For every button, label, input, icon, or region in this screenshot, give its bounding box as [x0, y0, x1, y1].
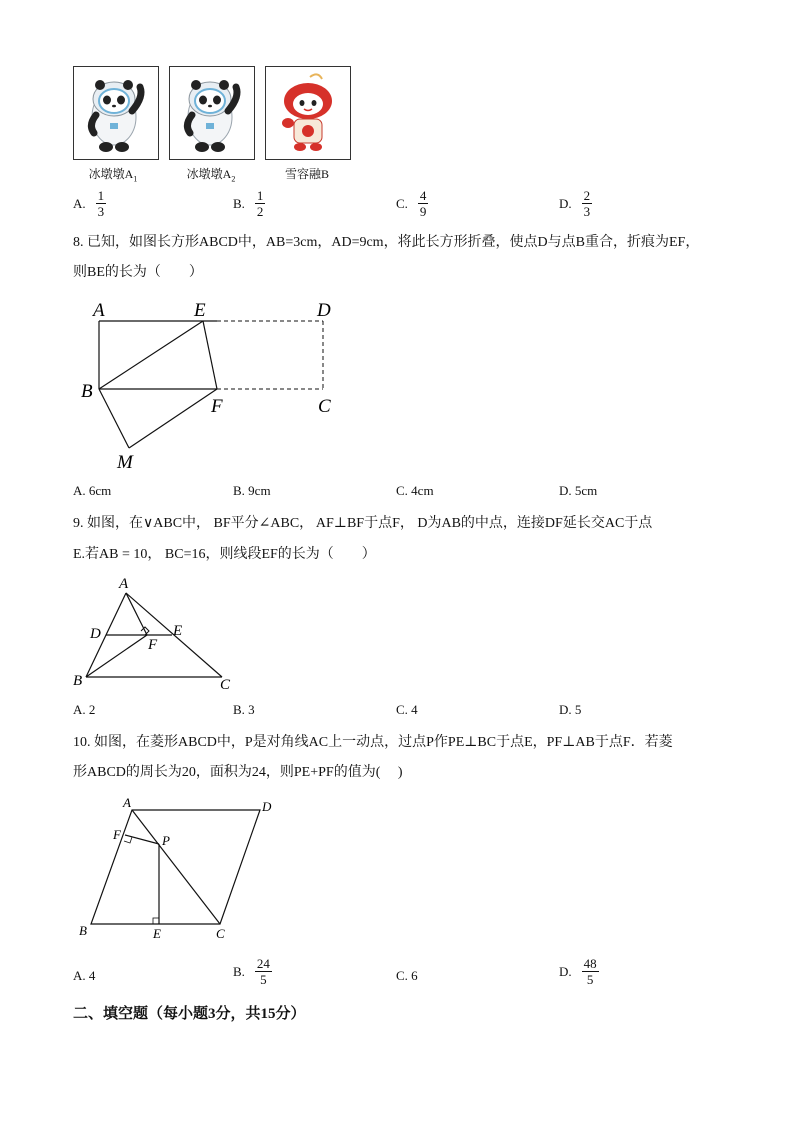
- q10-text-line2: 形ABCD的周长为20，面积为24，则PE+PF的值为( ): [73, 765, 403, 780]
- q8-label-b: B: [81, 381, 93, 402]
- q10-label-d: D: [262, 799, 272, 814]
- q9-label-e: E: [173, 623, 183, 639]
- mascot-card-bing-2: [169, 66, 255, 160]
- shuey-rhon-rhon-image: [266, 67, 350, 159]
- bing-dwen-dwen-image: [74, 67, 158, 159]
- q10-label-e: E: [153, 926, 161, 941]
- q10-diagonal-ac: [132, 810, 220, 924]
- q8-label-d: D: [317, 300, 331, 321]
- q7-option-d-fraction: $\frac{2}{3}$: [583, 188, 591, 219]
- q10-right-angle-e: [153, 918, 159, 924]
- q10-option-a[interactable]: A. 4: [73, 968, 96, 983]
- q8-label-c: C: [318, 396, 331, 417]
- q10-option-b[interactable]: B. $\frac{24}{5}$: [233, 956, 270, 987]
- q9-figure: [70, 573, 250, 695]
- q9-label-f: F: [148, 637, 158, 653]
- q7-option-b[interactable]: B. $\frac{1}{2}$: [233, 188, 264, 219]
- q10-right-angle-f: [124, 837, 132, 843]
- mascot-card-bing-1: [73, 66, 159, 160]
- q7-option-a-fraction: $\frac{1}{3}$: [97, 188, 105, 219]
- q9-option-c[interactable]: C. 4: [396, 702, 418, 717]
- q9-option-a[interactable]: A. 2: [73, 702, 96, 717]
- q7-option-c[interactable]: C. $\frac{4}{9}$: [396, 188, 427, 219]
- q10-label-p: P: [162, 833, 170, 848]
- q9-text-line1: 9. 如图，在∨ABC中， BF平分∠ABC， AF⊥BF于点F， D为AB的中点，连接DF延长交AC于点: [73, 516, 653, 531]
- q10-option-c[interactable]: C. 6: [396, 968, 418, 983]
- q7-option-d[interactable]: D. $\frac{2}{3}$: [559, 188, 591, 219]
- q9-option-d[interactable]: D. 5: [559, 702, 582, 717]
- q8-label-a: A: [93, 300, 105, 321]
- q8-option-b[interactable]: B. 9cm: [233, 483, 271, 498]
- q8-label-e: E: [194, 300, 206, 321]
- q10-label-a: A: [123, 795, 131, 810]
- q10-option-b-fraction: $\frac{24}{5}$: [256, 956, 270, 987]
- q8-segment-mf: [129, 389, 217, 448]
- q9-label-d: D: [90, 626, 101, 642]
- q8-option-d[interactable]: D. 5cm: [559, 483, 598, 498]
- q7-option-a[interactable]: A. $\frac{1}{3}$: [73, 188, 105, 219]
- q8-label-f: F: [211, 396, 223, 417]
- q9-text-line2: E.若AB = 10， BC=16，则线段EF的长为（ ）: [73, 547, 376, 562]
- mascot-caption-3: 雪容融B: [284, 167, 329, 181]
- q9-option-b[interactable]: B. 3: [233, 702, 255, 717]
- q7-option-c-fraction: $\frac{4}{9}$: [419, 188, 427, 219]
- q8-segment-be: [99, 321, 203, 389]
- q8-segment-bm: [99, 389, 129, 448]
- q10-label-c: C: [216, 926, 225, 941]
- q10-label-f: F: [113, 827, 121, 842]
- q8-text-line1: 8. 已知，如图长方形ABCD中，AB=3cm，AD=9cm，将此长方形折叠，使点D与点B重合，折痕为EF，: [73, 235, 700, 250]
- mascot-caption-2: 冰墩墩$A_2$: [186, 167, 236, 184]
- q8-label-m: M: [117, 452, 133, 473]
- mascot-card-shuey: [265, 66, 351, 160]
- q10-option-d-fraction: $\frac{48}{5}$: [583, 956, 597, 987]
- q8-segment-ef: [203, 321, 217, 389]
- q8-option-a[interactable]: A. 6cm: [73, 483, 112, 498]
- q10-figure: [70, 793, 290, 948]
- q9-label-a: A: [119, 576, 129, 592]
- q8-text-line2: 则BE的长为（ ）: [73, 265, 203, 280]
- section-2-title: 二、填空题（每小题3分，共15分）: [73, 1006, 306, 1022]
- q8-figure: [70, 292, 360, 477]
- mascot-caption-1: 冰墩墩$A_1$: [88, 167, 138, 184]
- q9-label-c: C: [220, 677, 231, 693]
- q8-option-c[interactable]: C. 4cm: [396, 483, 434, 498]
- q10-label-b: B: [79, 923, 87, 938]
- q9-label-b: B: [73, 673, 83, 689]
- q7-option-b-fraction: $\frac{1}{2}$: [256, 188, 264, 219]
- q10-option-d[interactable]: D. $\frac{48}{5}$: [559, 956, 597, 987]
- q10-text-line1: 10. 如图，在菱形ABCD中，P是对角线AC上一动点，过点P作PE⊥BC于点E，PF⊥AB于点F．若菱: [73, 735, 673, 750]
- bing-dwen-dwen-image: [170, 67, 254, 159]
